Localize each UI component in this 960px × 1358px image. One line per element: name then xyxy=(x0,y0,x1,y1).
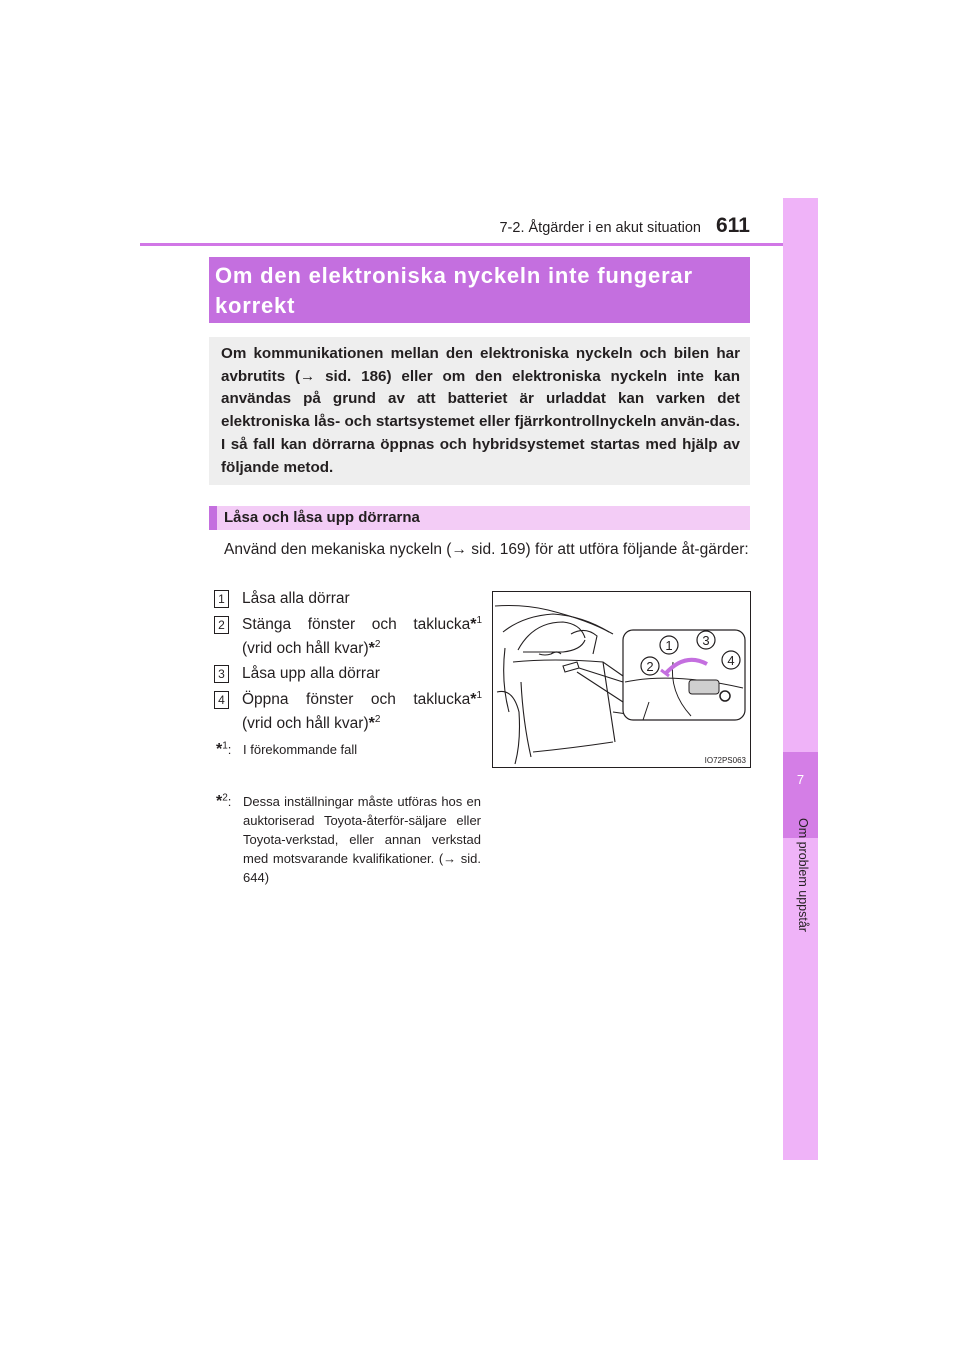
step-text: Låsa upp alla dörrar xyxy=(242,665,380,682)
page-title: Om den elektroniska nyckeln inte fungerar korrekt xyxy=(215,263,693,318)
callout-2: 2 xyxy=(646,659,654,674)
step-text: Öppna fönster och taklucka*$^1$ xyxy=(242,689,482,708)
footnote-ref: 1 xyxy=(476,614,482,626)
chapter-side-tab xyxy=(783,198,818,1160)
page-number: 611 xyxy=(716,214,750,237)
subheading: Låsa och låsa upp dörrarna xyxy=(224,509,420,526)
section-title: 7-2. Åtgärder i en akut situation xyxy=(499,220,701,236)
callout-4: 4 xyxy=(727,653,735,668)
car-door-key-illustration xyxy=(493,592,750,767)
intro-text: Om kommunikationen mellan den elektroniska nyckeln och bilen har avbrutits (→ sid. 186) eller om den elektroniska nyckeln inte kan användas på grund av att batteriet är urladdat kan varken det elektroniska lås- och startsystemet eller fjärrkontrollnyckeln använ-das. I så fall kan dörrarna öppnas och hybridsystemet startas med hjälp av följande metod. xyxy=(221,345,740,476)
step-text-continued: (vrid och håll kvar)*$^2$ xyxy=(242,638,381,657)
instruction-paragraph: Använd den mekaniska nyckeln (→ sid. 169) för att utföra följande åt-gärder: xyxy=(224,541,749,558)
step-text: Stänga fönster och taklucka*$^1$ xyxy=(242,614,482,633)
step-number: 1 xyxy=(214,590,229,608)
figure-code: IO72PS063 xyxy=(704,756,746,765)
footnote-ref: 2 xyxy=(374,638,381,650)
chapter-number: 7 xyxy=(796,772,805,787)
step-number: 3 xyxy=(214,665,229,683)
footnote-text: Dessa inställningar måste utföras hos en auktoriserad Toyota-återför-säljare eller Toyota-verkstad, eller annan verkstad med motsvarande kvalifikationer. (→ sid. 644) xyxy=(243,794,481,885)
callout-1: 1 xyxy=(665,638,673,653)
footnote-mark: *$^2$: xyxy=(216,792,232,810)
chapter-title: Om problem uppstår xyxy=(796,818,810,932)
key-illustration xyxy=(492,591,751,768)
footnote-mark: *$^1$: xyxy=(216,740,232,758)
footnote-ref: 2 xyxy=(374,713,381,725)
footnote-text: I förekommande fall xyxy=(243,742,358,757)
step-text: Låsa alla dörrar xyxy=(242,590,350,607)
footnote-ref: 1 xyxy=(476,689,482,701)
step-text-continued: (vrid och håll kvar)*$^2$ xyxy=(242,713,381,732)
header-rule xyxy=(140,243,818,246)
step-number: 4 xyxy=(214,691,229,709)
step-number: 2 xyxy=(214,616,229,634)
callout-3: 3 xyxy=(702,633,710,648)
subheading-accent-bar xyxy=(209,506,217,530)
